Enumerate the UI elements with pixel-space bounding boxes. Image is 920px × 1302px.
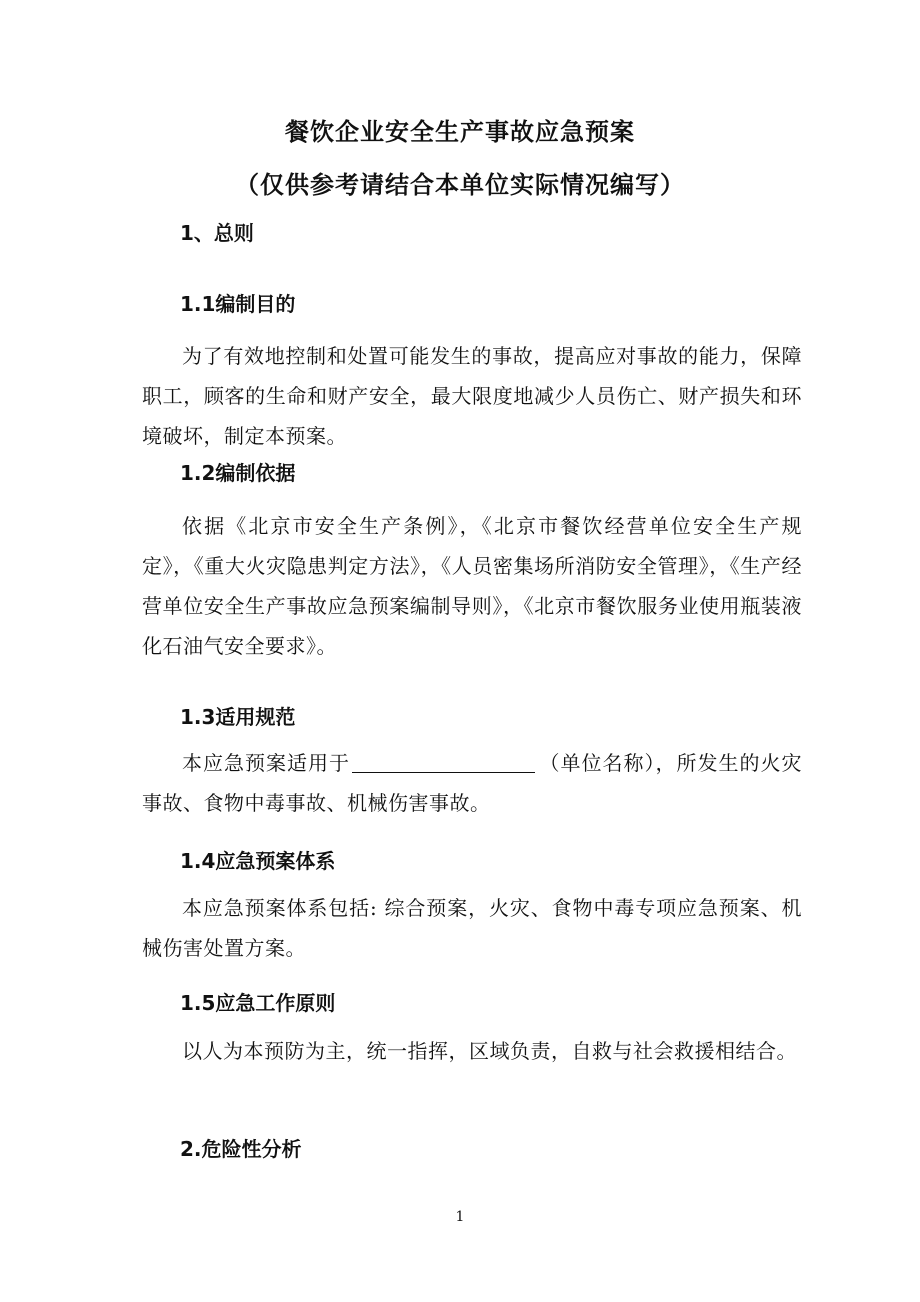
document-subtitle: （仅供参考请结合本单位实际情况编写）: [235, 171, 685, 199]
page-number: 1: [455, 1209, 465, 1225]
section-2-heading: 2.危险性分析: [180, 1137, 302, 1161]
section-1-4-heading: 1.4应急预案体系: [180, 849, 336, 873]
unit-name-blank-line: [352, 750, 535, 773]
section-1-5-heading: 1.5应急工作原则: [180, 991, 336, 1015]
section-1-3-text-after: （单位名称），所发生的火灾事故、食物中毒事故、机械伤害事故。: [142, 751, 802, 815]
section-1-5-paragraph: 以人为本预防为主，统一指挥，区域负责，自救与社会救援相结合。: [182, 1039, 797, 1063]
section-1-3-paragraph: [142, 743, 802, 823]
document-title: 餐饮企业安全生产事故应急预案: [285, 118, 635, 146]
section-1-3-heading: 1.3适用规范: [180, 705, 296, 729]
section-1-1-heading: 1.1编制目的: [180, 292, 296, 316]
section-1-4-paragraph: 本应急预案体系包括: 综合预案，火灾、食物中毒专项应急预案、机械伤害处置方案。: [142, 896, 802, 960]
section-1-3-text-before: 本应急预案适用于: [182, 751, 350, 775]
section-1-heading: 1、总则: [180, 221, 254, 245]
section-1-1-paragraph: 为了有效地控制和处置可能发生的事故，提高应对事故的能力，保障职工，顾客的生命和财产安全，最大限度地减少人员伤亡、财产损失和环境破坏，制定本预案。: [142, 344, 802, 448]
section-1-2-paragraph: 依据《北京市安全生产条例》，《北京市餐饮经营单位安全生产规定》，《重大火灾隐患判定方法》，《人员密集场所消防安全管理》，《生产经营单位安全生产事故应急预案编制导则》，《北京市餐饮服务业使用瓶装液化石油气安全要求》。: [142, 514, 802, 658]
section-1-2-heading: 1.2编制依据: [180, 461, 296, 485]
